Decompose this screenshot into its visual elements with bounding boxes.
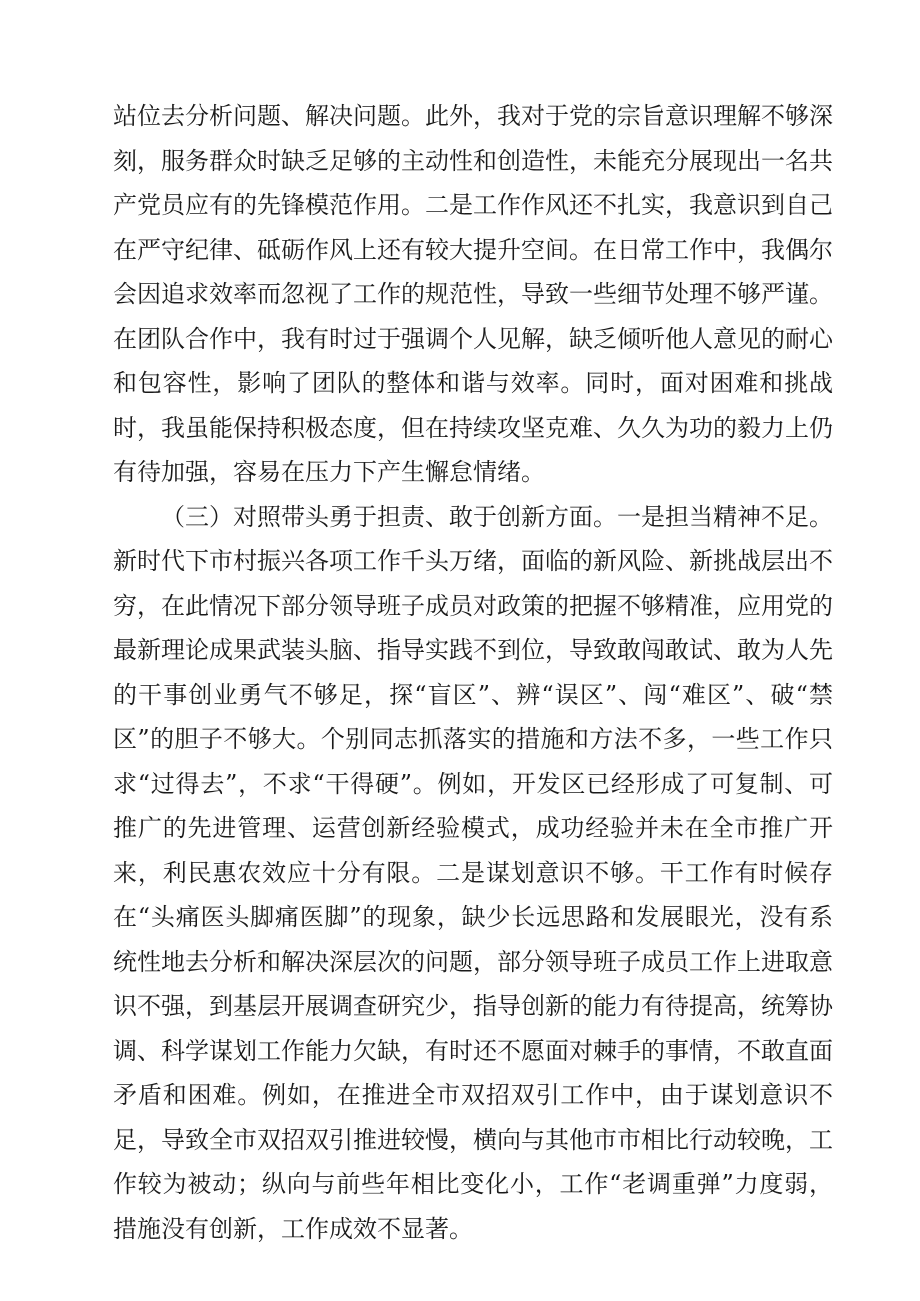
paragraph-continuation: 站位去分析问题、解决问题。此外，我对于党的宗旨意识理解不够深刻，服务群众时缺乏足够的主动性和创造性，未能充分展现出一名共产党员应有的先锋模范作用。二是工作作风还不扎实，我意识到自己在严守纪律、砥砺作风上还有较大提升空间。在日常工作中，我偶尔会因追求效率而忽视了工作的规范性，导致一些细节处理不够严谨。在团队合作中，我有时过于强调个人见解，缺乏倾听他人意见的耐心和包容性，影响了团队的整体和谐与效率。同时，面对困难和挑战时，我虽能保持积极态度，但在持续攻坚克难、久久为功的毅力上仍有待加强，容易在压力下产生懈怠情绪。 (113, 102, 833, 486)
document-body (113, 94, 833, 1251)
paragraph-section-three: （三）对照带头勇于担责、敢于创新方面。一是担当精神不足。新时代下市村振兴各项工作千头万绪，面临的新风险、新挑战层出不穷，在此情况下部分领导班子成员对政策的把握不够精准，应用党的最新理论成果武装头脑、指导实践不到位，导致敢闯敢试、敢为人先的干事创业勇气不够足，探“盲区”、辨“误区”、闯“难区”、破“禁区”的胆子不够大。个别同志抓落实的措施和方法不多，一些工作只求“过得去”，不求“干得硬”。例如，开发区已经形成了可复制、可推广的先进管理、运营创新经验模式，成功经验并未在全市推广开来，利民惠农效应十分有限。二是谋划意识不够。干工作有时候存在“头痛医头脚痛医脚”的现象，缺少长远思路和发展眼光，没有系统性地去分析和解决深层次的问题，部分领导班子成员工作上进取意识不强，到基层开展调查研究少，指导创新的能力有待提高，统筹协调、科学谋划工作能力欠缺，有时还不愿面对棘手的事情，不敢直面矛盾和困难。例如，在推进全市双招双引工作中，由于谋划意识不足，导致全市双招双引推进较慢，横向与其他市市相比行动较晚，工作较为被动；纵向与前些年相比变化小，工作“老调重弹”力度弱，措施没有创新，工作成效不显著。 (113, 502, 833, 1243)
